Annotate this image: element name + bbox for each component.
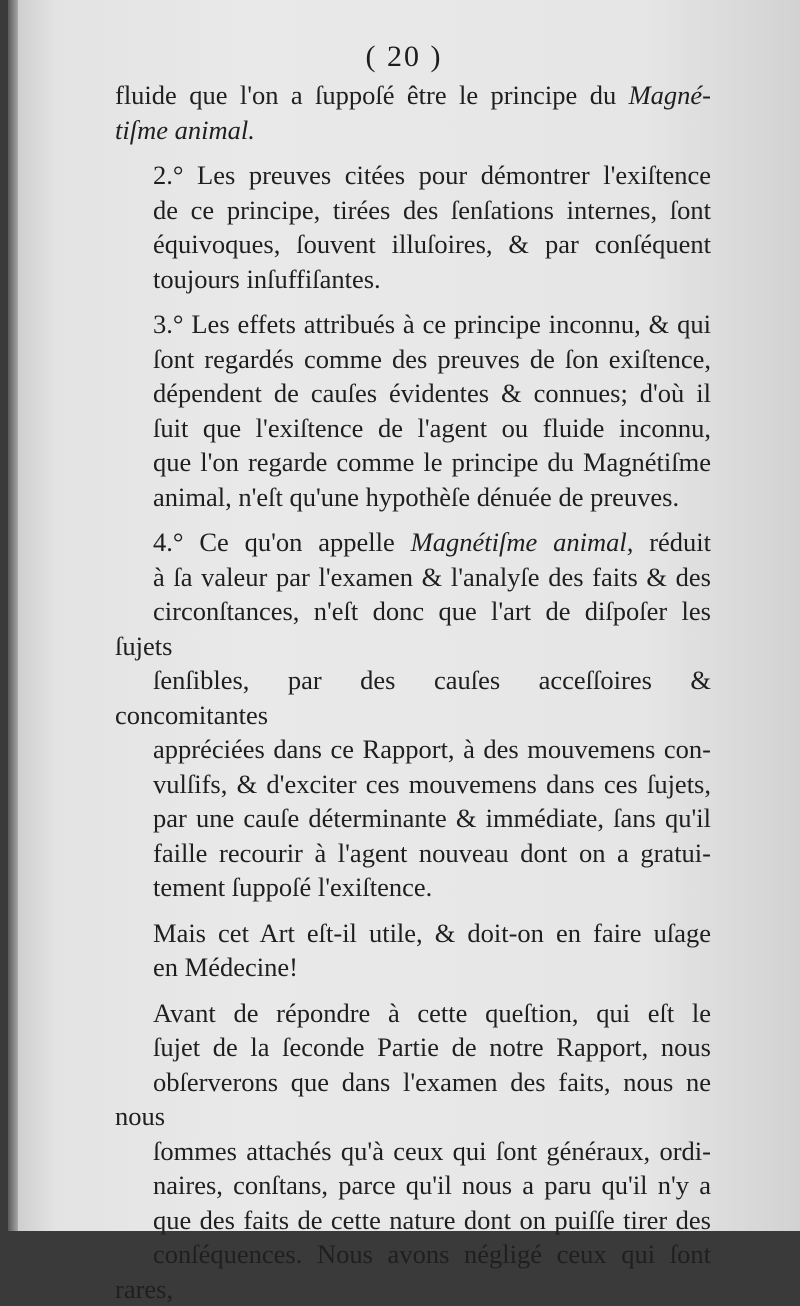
- text-segment: faille recourir à l'agent nouveau dont on a gratui-: [153, 838, 711, 868]
- text-line: [115, 307, 711, 342]
- paragraph: [115, 78, 711, 147]
- italic-text: Magnétiſme animal,: [411, 527, 634, 557]
- text-segment: par une cauſe déterminante & immédiate, ſans qu'il: [153, 803, 711, 833]
- text-segment: à ſa valeur par l'examen & l'analyſe des faits & des: [153, 562, 711, 592]
- text-segment: tement ſuppoſé l'exiſtence.: [153, 872, 432, 902]
- text-line: [115, 801, 711, 836]
- text-line: [115, 767, 711, 802]
- text-line: [115, 342, 711, 377]
- text-segment: Avant de répondre à cette queſtion, qui eſt le: [153, 998, 711, 1028]
- text-line: [115, 1203, 711, 1238]
- text-line: [115, 262, 711, 297]
- paragraph: [115, 525, 711, 905]
- text-line: [115, 1065, 711, 1134]
- text-line: [115, 113, 711, 148]
- text-line: [115, 1134, 711, 1169]
- text-line: [115, 1168, 711, 1203]
- text-segment: que des faits de cette nature dont on puiſſe tirer des: [153, 1205, 711, 1235]
- text-line: [115, 732, 711, 767]
- text-segment: conſéquences. Nous avons négligé ceux qui ſont rares,: [115, 1239, 711, 1304]
- paragraph: [115, 916, 711, 985]
- text-line: [115, 870, 711, 905]
- text-line: [115, 227, 711, 262]
- paragraph: [115, 996, 711, 1306]
- text-line: [115, 445, 711, 480]
- text-segment: que l'on regarde comme le principe du Magnétiſme: [153, 447, 711, 477]
- text-segment: ſuit que l'exiſtence de l'agent ou fluide inconnu,: [153, 413, 711, 443]
- paragraph: [115, 307, 711, 514]
- text-segment: 3.° Les effets attribués à ce principe inconnu, & qui: [153, 309, 711, 339]
- text-segment: ſommes attachés qu'à ceux qui ſont généraux, ordi-: [153, 1136, 711, 1166]
- text-line: [115, 411, 711, 446]
- text-segment: fluide que l'on a ſuppoſé être le principe du: [115, 80, 629, 110]
- text-segment: équivoques, ſouvent illuſoires, & par conſéquent: [153, 229, 711, 259]
- text-line: [115, 1030, 711, 1065]
- text-line: [115, 78, 711, 113]
- text-segment: appréciées dans ce Rapport, à des mouvemens con-: [153, 734, 711, 764]
- text-segment: de ce principe, tirées des ſenſations internes, ſont: [153, 195, 711, 225]
- italic-text: Magné-: [629, 80, 711, 110]
- text-line: [115, 916, 711, 951]
- text-segment: dépendent de cauſes évidentes & connues; d'où il: [153, 378, 711, 408]
- page-body-text: [115, 78, 711, 1306]
- paragraph: [115, 158, 711, 296]
- text-line: [115, 158, 711, 193]
- text-segment: 2.° Les preuves citées pour démontrer l'exiſtence: [153, 160, 711, 190]
- text-line: [115, 1237, 711, 1306]
- text-segment: 4.° Ce qu'on appelle: [153, 527, 411, 557]
- text-segment: obſerverons que dans l'examen des faits, nous ne nous: [115, 1067, 711, 1132]
- text-segment: Mais cet Art eſt-il utile, & doit-on en faire uſage: [153, 918, 711, 948]
- italic-text: tiſme animal.: [115, 115, 255, 145]
- text-segment: ſenſibles, par des cauſes acceſſoires & concomitantes: [115, 665, 711, 730]
- page-number: ( 20 ): [8, 40, 800, 74]
- text-segment: circonſtances, n'eſt donc que l'art de diſpoſer les ſujets: [115, 596, 711, 661]
- text-line: [115, 996, 711, 1031]
- text-line: [115, 836, 711, 871]
- text-segment: naires, conſtans, parce qu'il nous a paru qu'il n'y a: [153, 1170, 711, 1200]
- text-line: [115, 480, 711, 515]
- text-line: [115, 525, 711, 560]
- text-segment: réduit: [633, 527, 711, 557]
- text-segment: vulſifs, & d'exciter ces mouvemens dans ces ſujets,: [153, 769, 711, 799]
- text-segment: ſont regardés comme des preuves de ſon exiſtence,: [153, 344, 711, 374]
- book-spine-shadow: [8, 0, 18, 1231]
- text-line: [115, 663, 711, 732]
- text-segment: ſujet de la ſeconde Partie de notre Rapport, nous: [153, 1032, 711, 1062]
- text-segment: toujours inſuffiſantes.: [153, 264, 381, 294]
- text-line: [115, 193, 711, 228]
- text-line: [115, 950, 711, 985]
- text-segment: animal, n'eſt qu'une hypothèſe dénuée de preuves.: [153, 482, 679, 512]
- text-line: [115, 594, 711, 663]
- text-line: [115, 560, 711, 595]
- text-segment: en Médecine!: [153, 952, 298, 982]
- book-page: [8, 0, 800, 1231]
- text-line: [115, 376, 711, 411]
